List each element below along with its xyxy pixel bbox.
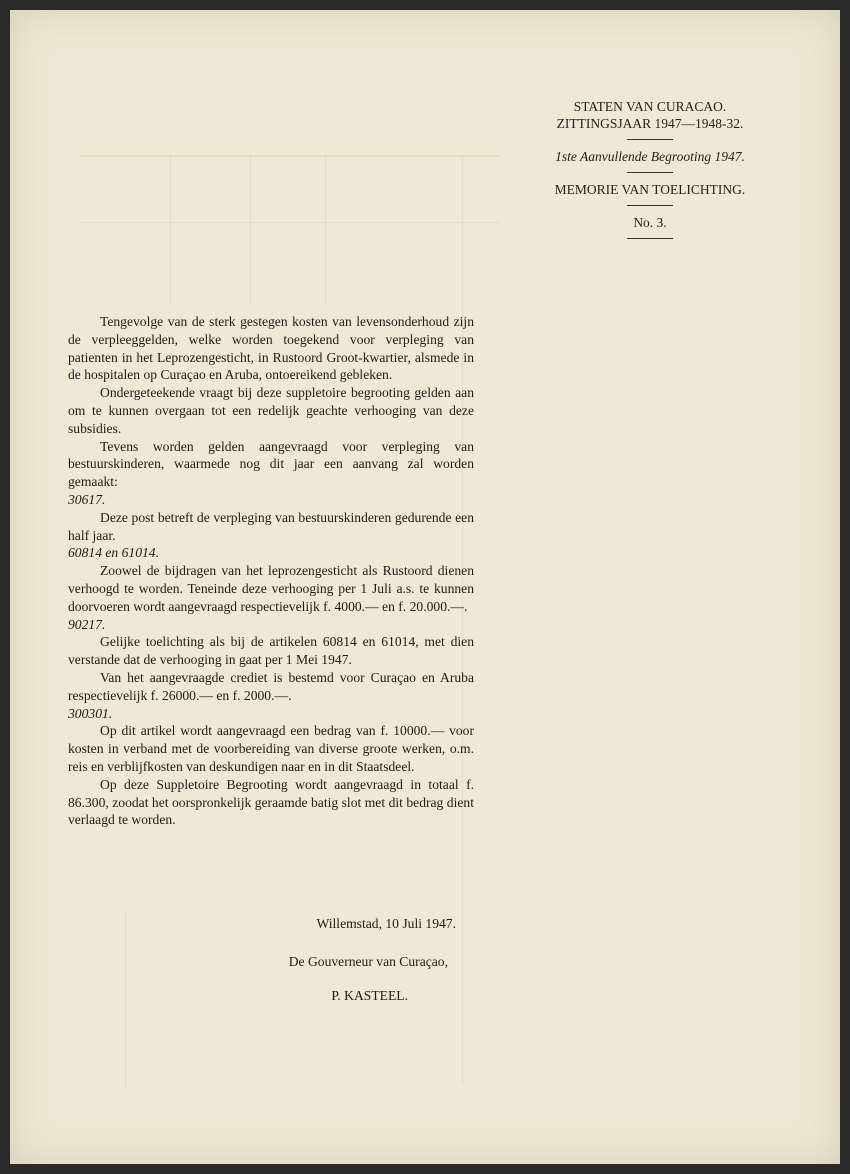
paragraph: Tengevolge van de sterk gestegen kosten van levensonderhoud zijn de verpleeggelden, welke worden toegekend voor verpleging van patienten in het Leprozengesticht, in Rustoord Groot-kwartier, alsmede in de hospitalen op Curaçao en Aruba, ontoereikend gebleken. — [68, 314, 474, 383]
paragraph: Ondergeteekende vraagt bij deze suppletoire begrooting gelden aan om te kunnen overgaan tot een redelijk geachte verhooging van deze subsidies. — [68, 385, 474, 436]
bleed-through-column — [170, 155, 171, 305]
paragraph: Op deze Suppletoire Begrooting wordt aangevraagd in totaal f. 86.300, zoodat het oorspronkelijk geraamde batig slot met dit bedrag dient verlaagd te worden. — [68, 776, 474, 828]
header-divider — [627, 139, 673, 140]
header-divider — [627, 238, 673, 239]
article-number: 30617. — [68, 491, 106, 507]
document-body — [68, 313, 474, 829]
header-memorie: MEMORIE VAN TOELICHTING. — [554, 182, 746, 197]
article-number: 300301. — [68, 705, 113, 721]
header-divider — [627, 172, 673, 173]
paragraph: Gelijke toelichting als bij de artikelen 60814 en 61014, met dien verstande dat de verhooging in gaat per 1 Mei 1947. — [68, 634, 474, 668]
header-zittingsjaar: ZITTINGSJAAR 1947—1948-32. — [556, 116, 744, 131]
signature-place-date: Willemstad, 10 Juli 1947. — [316, 916, 456, 931]
article-number: 90217. — [68, 616, 106, 632]
bleed-through-column — [325, 155, 326, 305]
signature-name: P. KASTEEL. — [331, 988, 408, 1003]
paragraph: Van het aangevraagde crediet is bestemd voor Curaçao en Aruba respectievelijk f. 26000.— en f. 2000.—. — [68, 669, 474, 703]
header-number: No. 3. — [633, 215, 667, 230]
paragraph: Op dit artikel wordt aangevraagd een bedrag van f. 10000.— voor kosten in verband met de voorbereiding van diverse groote werken, o.m. reis en verblijfkosten van deskundigen naar en in dit Staatsdeel. — [68, 723, 474, 774]
bleed-through-column — [250, 155, 251, 305]
bleed-through-rule — [80, 155, 500, 157]
signature-title: De Gouverneur van Curaçao, — [288, 954, 448, 969]
paragraph: Zoowel de bijdragen van het leprozengesticht als Rustoord dienen verhoogd te worden. Teneinde deze verhooging per 1 Juli a.s. te kunnen doorvoeren wordt aangevraagd respectievelijk f. 4000.— en f. 20.000.—. — [68, 563, 474, 614]
document-header — [500, 98, 800, 247]
paragraph: Tevens worden gelden aangevraagd voor verpleging van bestuurskinderen, waarmede nog dit jaar een aanvang zal worden gemaakt: — [68, 438, 474, 490]
header-begrooting: 1ste Aanvullende Begrooting 1947. — [555, 149, 745, 164]
bleed-through-rule — [80, 222, 500, 223]
article-number: 60814 en 61014. — [68, 545, 159, 561]
header-staten: STATEN VAN CURACAO. — [573, 99, 727, 114]
paragraph: Deze post betreft de verpleging van bestuurskinderen gedurende een half jaar. — [68, 509, 474, 543]
document-page — [10, 10, 840, 1164]
header-divider — [627, 205, 673, 206]
